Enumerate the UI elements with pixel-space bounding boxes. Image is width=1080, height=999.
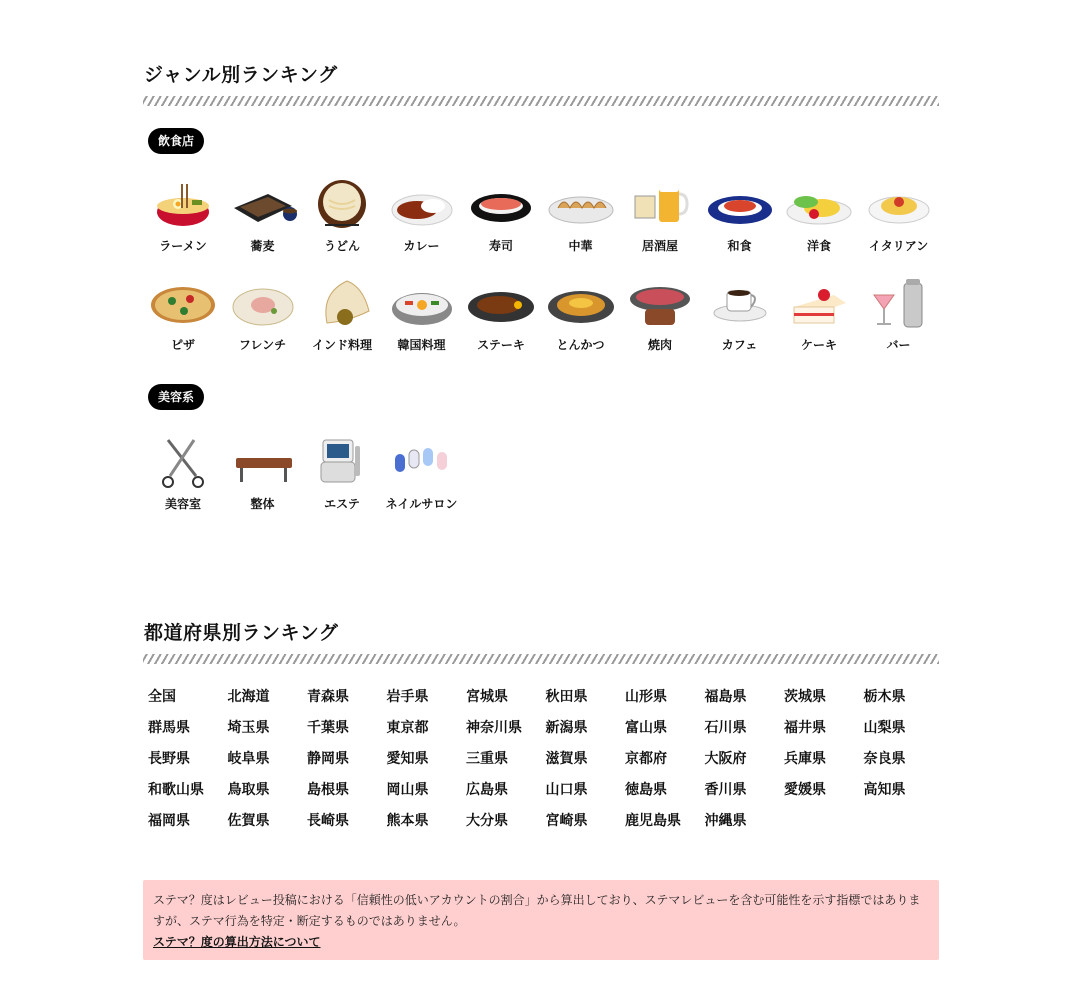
genre-label: カフェ	[721, 338, 758, 352]
genre-label: 韓国料理	[397, 338, 446, 352]
stema-notice	[143, 880, 939, 960]
prefecture-link[interactable]: 奈良県	[863, 751, 906, 767]
prefecture-link[interactable]: 愛知県	[386, 751, 429, 767]
prefecture-link[interactable]: 埼玉県	[227, 720, 270, 736]
sushi-icon	[466, 178, 536, 230]
genre-food-5[interactable]	[461, 178, 541, 255]
beauty-genre-row	[143, 436, 939, 526]
genre-food-2[interactable]	[223, 178, 303, 255]
prefecture-link[interactable]: 北海道	[227, 689, 270, 705]
gyoza-icon	[546, 178, 616, 230]
prefecture-link[interactable]: 岐阜県	[227, 751, 270, 767]
genre-label: イタリアン	[868, 239, 929, 253]
prefecture-link[interactable]: 山梨県	[863, 720, 906, 736]
prefecture-link[interactable]: 兵庫県	[784, 751, 826, 767]
soba-icon	[228, 178, 298, 230]
food-genre-row-2	[143, 277, 939, 367]
prefecture-link[interactable]: 山口県	[545, 782, 588, 798]
prefecture-link[interactable]: 佐賀県	[227, 813, 270, 829]
genre-label: 整体	[250, 497, 275, 511]
prefecture-link[interactable]: 広島県	[466, 782, 508, 798]
prefecture-link[interactable]: 宮崎県	[545, 813, 588, 829]
genre-food-3[interactable]	[302, 178, 382, 255]
genre-label: 和食	[727, 239, 752, 253]
genre-label: 蕎麦	[250, 239, 275, 253]
prefecture-link[interactable]: 大阪府	[704, 751, 747, 767]
prefecture-link[interactable]: 京都府	[625, 751, 667, 767]
genre-food-row2-4[interactable]	[382, 277, 462, 354]
genre-food-7[interactable]	[620, 178, 700, 255]
genre-beauty-4[interactable]	[382, 436, 462, 513]
prefecture-link[interactable]: 富山県	[625, 720, 667, 736]
genre-label: 居酒屋	[641, 239, 678, 253]
genre-label: ケーキ	[800, 338, 837, 352]
genre-label: ピザ	[170, 338, 195, 352]
japanese-food-icon	[705, 178, 775, 230]
cocktail-icon	[864, 277, 934, 329]
omurice-icon	[784, 178, 854, 230]
genre-label: 焼肉	[647, 338, 672, 352]
curry-icon	[387, 178, 457, 230]
scissors-icon	[148, 436, 218, 488]
prefecture-link[interactable]: 大分県	[466, 813, 508, 829]
prefecture-link[interactable]: 福井県	[784, 720, 826, 736]
genre-label: 中華	[568, 239, 593, 253]
prefecture-link[interactable]: 愛媛県	[784, 782, 826, 798]
prefecture-link[interactable]: 新潟県	[545, 720, 588, 736]
food-genre-row-1	[143, 178, 939, 268]
genre-food-6[interactable]	[541, 178, 621, 255]
beer-icon	[625, 178, 695, 230]
genre-beauty-1[interactable]	[143, 436, 223, 513]
genre-label: とんかつ	[556, 338, 605, 352]
genre-label: ラーメン	[159, 239, 207, 253]
prefecture-link[interactable]: 香川県	[704, 782, 747, 798]
genre-food-row2-1[interactable]	[143, 277, 223, 354]
prefecture-link[interactable]: 福岡県	[148, 813, 190, 829]
genre-label: ネイルサロン	[385, 497, 458, 511]
prefecture-link[interactable]: 熊本県	[386, 813, 429, 829]
prefecture-link[interactable]: 和歌山県	[148, 782, 204, 798]
naan-icon	[307, 277, 377, 329]
beauty-category-badge: 美容系	[148, 384, 204, 410]
prefecture-link[interactable]: 鹿児島県	[625, 813, 681, 829]
genre-food-8[interactable]	[700, 178, 780, 255]
pasta-icon	[864, 178, 934, 230]
prefecture-link[interactable]: 静岡県	[307, 751, 349, 767]
prefecture-link[interactable]: 島根県	[307, 782, 349, 798]
genre-food-10[interactable]	[859, 178, 939, 255]
prefecture-link[interactable]: 千葉県	[307, 720, 349, 736]
genre-label: 美容室	[164, 497, 201, 511]
ramen-icon	[148, 178, 218, 230]
genre-food-row2-6[interactable]	[541, 277, 621, 354]
genre-label: うどん	[323, 239, 360, 253]
genre-label: エステ	[324, 497, 360, 511]
prefecture-link[interactable]: 青森県	[307, 689, 349, 705]
genre-label: インド料理	[311, 338, 372, 352]
coffee-icon	[705, 277, 775, 329]
genre-food-row2-7[interactable]	[620, 277, 700, 354]
prefecture-link[interactable]: 栃木県	[863, 689, 906, 705]
cake-icon	[784, 277, 854, 329]
prefecture-link[interactable]: 福島県	[704, 689, 747, 705]
food-category-badge: 飲食店	[148, 128, 204, 154]
genre-label: バー	[886, 338, 911, 352]
prefecture-ranking-title: 都道府県別ランキング	[144, 622, 339, 644]
prefecture-link[interactable]: 神奈川県	[466, 720, 522, 736]
genre-label: フレンチ	[238, 338, 287, 352]
genre-food-9[interactable]	[779, 178, 859, 255]
genre-label: 寿司	[488, 239, 513, 253]
prefecture-link[interactable]: 岩手県	[386, 689, 429, 705]
prefecture-link[interactable]: 石川県	[704, 720, 747, 736]
prefecture-link[interactable]: 茨城県	[784, 689, 826, 705]
prefecture-link[interactable]: 三重県	[466, 751, 508, 767]
genre-beauty-2[interactable]	[223, 436, 303, 513]
prefecture-title-divider	[143, 654, 939, 664]
prefecture-link[interactable]: 高知県	[863, 782, 906, 798]
tonkatsu-icon	[546, 277, 616, 329]
genre-food-row2-10[interactable]	[859, 277, 939, 354]
nail-icon	[387, 436, 457, 488]
massage-bed-icon	[228, 436, 298, 488]
prefecture-link[interactable]: 岡山県	[386, 782, 429, 798]
genre-food-row2-3[interactable]	[302, 277, 382, 354]
prefecture-link[interactable]: 宮城県	[466, 689, 508, 705]
prefecture-link[interactable]: 秋田県	[545, 689, 588, 705]
prefecture-link[interactable]: 滋賀県	[545, 751, 588, 767]
genre-food-row2-5[interactable]	[461, 277, 541, 354]
prefecture-link[interactable]: 全国	[148, 689, 176, 705]
bibimbap-icon	[387, 277, 457, 329]
genre-title-divider	[143, 96, 939, 106]
prefecture-link[interactable]: 鳥取県	[227, 782, 270, 798]
genre-food-4[interactable]	[382, 178, 462, 255]
stema-method-link[interactable]: ステマ？度の算出方法について	[153, 935, 321, 949]
stema-notice-text: ステマ？度はレビュー投稿における「信頼性の低いアカウントの割合」から算出しており、ステマレビューを含む可能性を示す指標ではありますが、ステマ行為を特定・断定するものではありません。	[153, 893, 921, 928]
genre-label: カレー	[403, 239, 440, 253]
pizza-icon	[148, 277, 218, 329]
prefecture-link[interactable]: 東京都	[386, 720, 429, 736]
genre-beauty-3[interactable]	[302, 436, 382, 513]
prefecture-link[interactable]: 沖縄県	[704, 813, 747, 829]
yakiniku-icon	[625, 277, 695, 329]
genre-food-row2-8[interactable]	[700, 277, 780, 354]
prefecture-list	[148, 686, 938, 841]
prefecture-link[interactable]: 山形県	[625, 689, 667, 705]
steak-icon	[466, 277, 536, 329]
genre-food-row2-9[interactable]	[779, 277, 859, 354]
french-icon	[228, 277, 298, 329]
prefecture-link[interactable]: 長野県	[148, 751, 190, 767]
genre-label: 洋食	[806, 239, 831, 253]
genre-food-1[interactable]	[143, 178, 223, 255]
udon-icon	[307, 178, 377, 230]
prefecture-link[interactable]: 徳島県	[625, 782, 667, 798]
prefecture-link[interactable]: 群馬県	[148, 720, 190, 736]
genre-label: ステーキ	[477, 338, 525, 352]
genre-ranking-title: ジャンル別ランキング	[144, 64, 338, 86]
prefecture-link[interactable]: 長崎県	[307, 813, 349, 829]
genre-food-row2-2[interactable]	[223, 277, 303, 354]
esthetic-machine-icon	[307, 436, 377, 488]
